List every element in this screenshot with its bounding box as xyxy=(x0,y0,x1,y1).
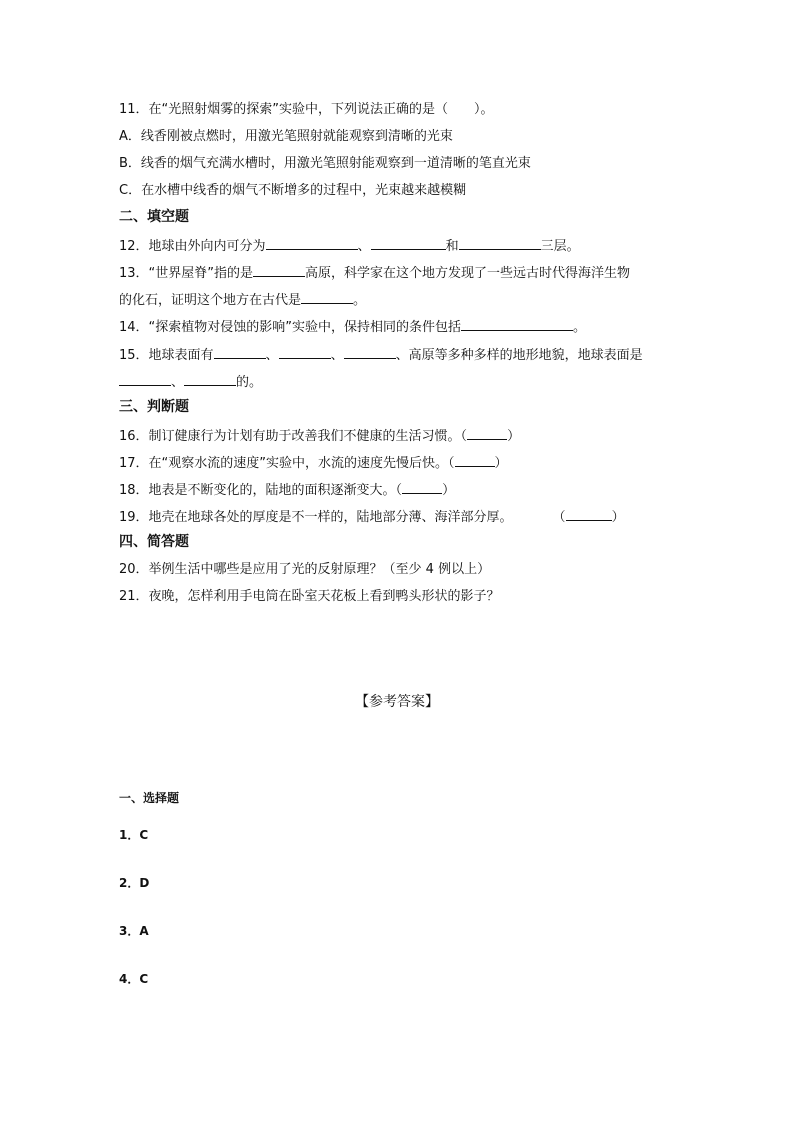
answers-section-heading: 一、选择题 xyxy=(119,791,180,805)
section-heading-true-false: 三、判断题 xyxy=(119,399,189,415)
section-heading-fill-blank: 二、填空题 xyxy=(119,209,189,225)
q13-text-4: 。 xyxy=(353,293,367,308)
q12-blank-1[interactable] xyxy=(266,236,358,250)
q20: 20．举例生活中哪些是应用了光的反射原理？（至少 4 例以上） xyxy=(119,562,491,577)
q17-answer-blank[interactable] xyxy=(455,453,495,467)
q17-text: 17．在“观察水流的速度”实验中，水流的速度先慢后快。 xyxy=(119,456,449,471)
q12 xyxy=(119,236,580,256)
q12-blank-3[interactable] xyxy=(459,236,541,250)
q15-sep-1: 、 xyxy=(265,348,279,363)
q13-text-3: 的化石，证明这个地方在古代是 xyxy=(119,293,302,308)
q15-text-3: 的。 xyxy=(236,375,263,390)
q18-text: 18．地表是不断变化的，陆地的面积逐渐变大。 xyxy=(119,483,396,498)
q18 xyxy=(119,480,455,500)
q15-line-2 xyxy=(119,372,262,392)
q15-text-2: 、高原等多种多样的地形地貌，地球表面是 xyxy=(395,348,643,363)
q19-paren-open: （ xyxy=(552,510,566,525)
q15-blank-2[interactable] xyxy=(279,345,331,359)
q15-sep-2: 、 xyxy=(330,348,344,363)
q15-blank-3[interactable] xyxy=(344,345,396,359)
q15-sep-3: 、 xyxy=(171,375,185,390)
q17-paren-close: ） xyxy=(494,456,508,471)
q16-answer-blank[interactable] xyxy=(467,426,507,440)
answer-item: 2．D xyxy=(119,876,150,890)
q12-text-1: 12．地球由外向内可分为 xyxy=(119,239,266,254)
q14-text-1: 14．“探索植物对侵蚀的影响”实验中，保持相同的条件包括 xyxy=(119,320,462,335)
q11-stem: 11．在“光照射烟雾的探索”实验中，下列说法正确的是（ ）。 xyxy=(119,102,494,117)
q16-text: 16．制订健康行为计划有助于改善我们不健康的生活习惯。 xyxy=(119,429,461,444)
q17-paren-open: （ xyxy=(448,456,455,471)
q15-text-1: 15．地球表面有 xyxy=(119,348,214,363)
q12-text-4: 三层。 xyxy=(540,239,580,254)
q11-option-b: B．线香的烟气充满水槽时，用激光笔照射能观察到一道清晰的笔直光束 xyxy=(119,156,531,171)
q19-answer-blank[interactable] xyxy=(566,507,612,521)
q21: 21．夜晚，怎样利用手电筒在卧室天花板上看到鸭头形状的影子？ xyxy=(119,589,500,604)
q11-option-c: C．在水槽中线香的烟气不断增多的过程中，光束越来越模糊 xyxy=(119,183,467,198)
q18-answer-blank[interactable] xyxy=(402,480,442,494)
q19-paren-close: ） xyxy=(611,510,625,525)
q12-text-2: 、 xyxy=(357,239,371,254)
q16 xyxy=(119,426,520,446)
q13-line-1 xyxy=(119,263,630,283)
answer-item: 4．C xyxy=(119,972,149,986)
q15-blank-5[interactable] xyxy=(184,372,236,386)
q14-text-2: 。 xyxy=(573,320,587,335)
answers-title: 【参考答案】 xyxy=(355,694,439,710)
q15-blank-1[interactable] xyxy=(214,345,266,359)
q15-line-1 xyxy=(119,345,643,365)
q13-text-2: 高原，科学家在这个地方发现了一些远古时代得海洋生物 xyxy=(305,266,631,281)
q17 xyxy=(119,453,508,473)
q15-blank-4[interactable] xyxy=(119,372,171,386)
q14 xyxy=(119,317,586,337)
q13-blank-1[interactable] xyxy=(253,263,305,277)
q14-blank-1[interactable] xyxy=(461,317,573,331)
q19-text: 19．地壳在地球各处的厚度是不一样的，陆地部分薄、海洋部分厚。 xyxy=(119,510,513,525)
q13-text-1: 13．“世界屋脊”指的是 xyxy=(119,266,254,281)
q12-blank-2[interactable] xyxy=(371,236,446,250)
q18-paren-open: （ xyxy=(395,483,403,498)
q13-blank-2[interactable] xyxy=(301,290,353,304)
q12-text-3: 和 xyxy=(445,239,459,254)
section-heading-short-answer: 四、简答题 xyxy=(119,534,189,550)
q16-paren-open: （ xyxy=(460,429,468,444)
answer-item: 1．C xyxy=(119,828,149,842)
q16-paren-close: ） xyxy=(507,429,521,444)
q13-line-2 xyxy=(119,290,366,310)
q11-option-a: A．线香刚被点燃时，用激光笔照射就能观察到清晰的光束 xyxy=(119,129,453,144)
answer-item: 3．A xyxy=(119,924,149,938)
q18-paren-close: ） xyxy=(442,483,456,498)
q19 xyxy=(119,507,625,527)
